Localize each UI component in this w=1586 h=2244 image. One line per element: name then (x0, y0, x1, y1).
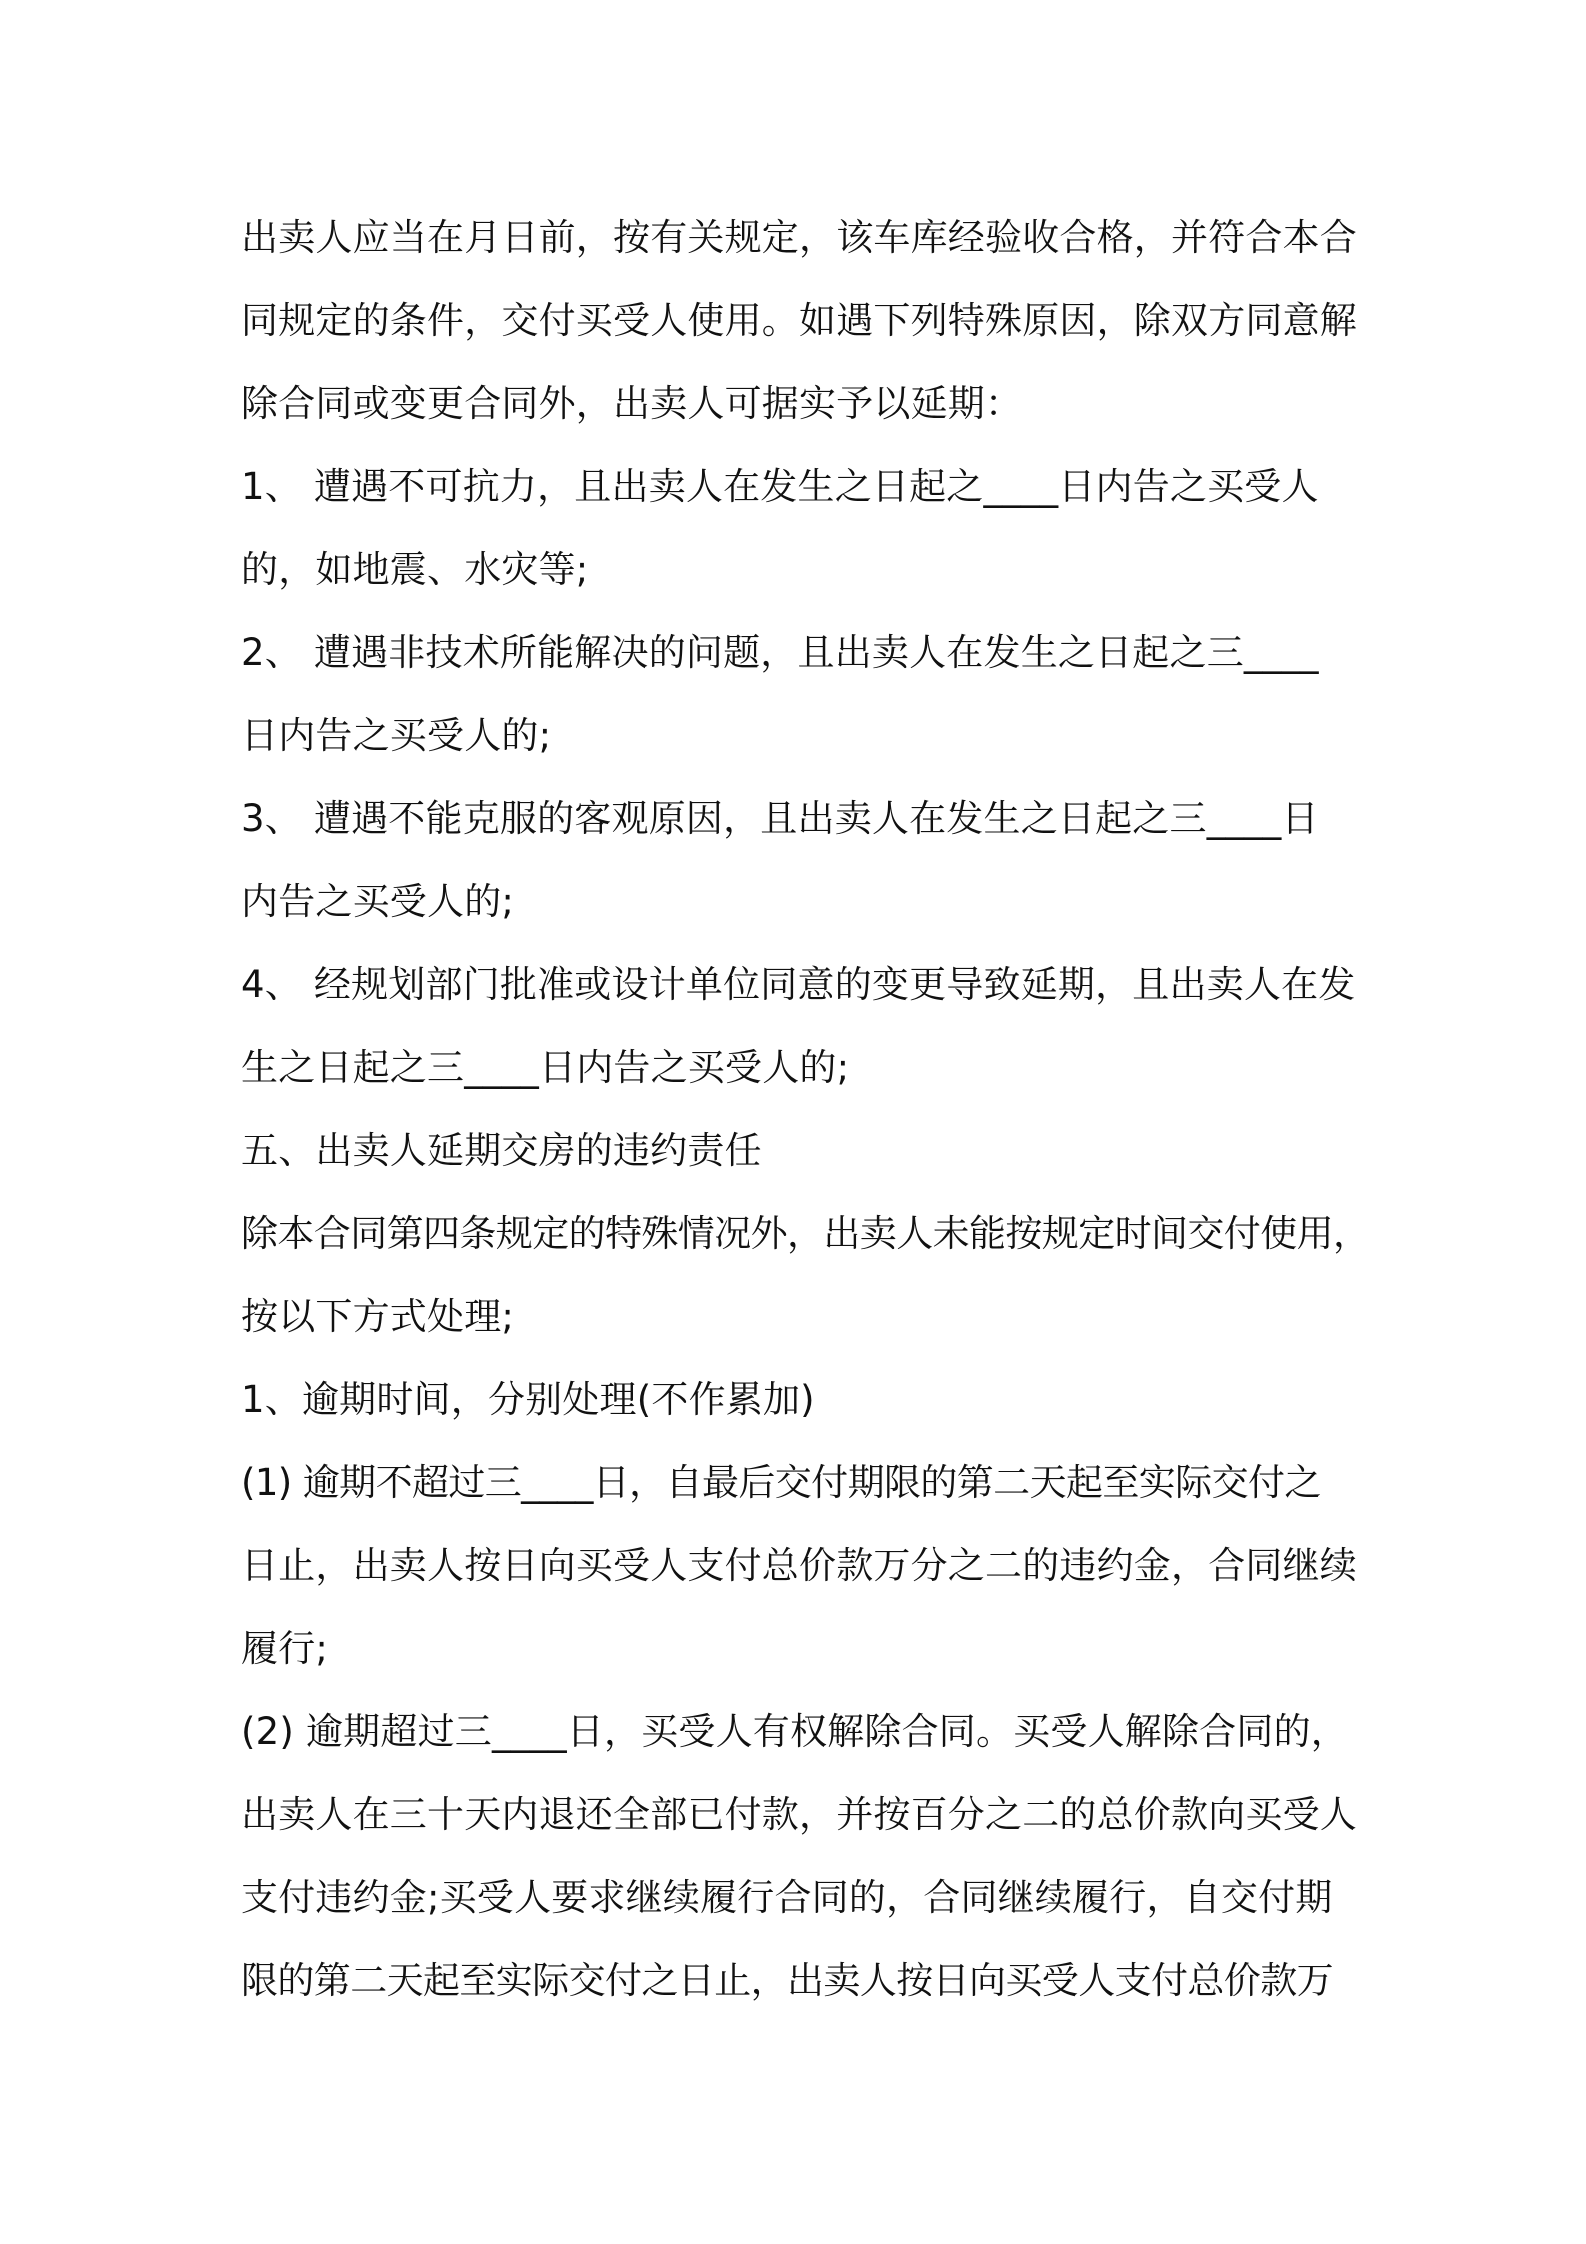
list-item-1: 1、 遭遇不可抗力，且出卖人在发生之日起之____日内告之买受人 (241, 465, 1319, 508)
text-line: 支付违约金;买受人要求继续履行合同的，合同继续履行，自交付期 (241, 1876, 1333, 1919)
sub-item-1: 1、逾期时间，分别处理(不作累加) (241, 1378, 815, 1421)
text-line: 内告之买受人的; (241, 880, 515, 923)
text-line: 的，如地震、水灾等; (241, 548, 589, 591)
text-line: 日止，出卖人按日向买受人支付总价款万分之二的违约金，合同继续 (241, 1544, 1357, 1587)
list-item-3: 3、 遭遇不能克服的客观原因，且出卖人在发生之日起之三____日 (241, 797, 1319, 840)
text-line: 限的第二天起至实际交付之日止，出卖人按日向买受人支付总价款万 (241, 1959, 1333, 2002)
text-line: 出卖人在三十天内退还全部已付款，并按百分之二的总价款向买受人 (241, 1793, 1357, 1836)
text-line: 日内告之买受人的; (241, 714, 552, 757)
section-heading: 五、出卖人延期交房的违约责任 (241, 1129, 762, 1172)
clause-2: (2) 逾期超过三____日，买受人有权解除合同。买受人解除合同的， (241, 1710, 1348, 1753)
text-line: 同规定的条件，交付买受人使用。如遇下列特殊原因，除双方同意解 (241, 299, 1357, 342)
list-item-4: 4、 经规划部门批准或设计单位同意的变更导致延期，且出卖人在发 (241, 963, 1356, 1006)
text-line: 出卖人应当在月日前，按有关规定，该车库经验收合格，并符合本合 (241, 216, 1357, 259)
text-line: 履行; (241, 1627, 329, 1670)
text-line: 生之日起之三____日内告之买受人的; (241, 1046, 850, 1089)
text-line: 除本合同第四条规定的特殊情况外，出卖人未能按规定时间交付使用， (241, 1212, 1370, 1255)
clause-1: (1) 逾期不超过三____日，自最后交付期限的第二天起至实际交付之 (241, 1461, 1321, 1504)
text-line: 除合同或变更合同外，出卖人可据实予以延期： (241, 382, 1023, 425)
contract-text (241, 196, 1381, 2022)
text-line: 按以下方式处理; (241, 1295, 515, 1338)
list-item-2: 2、 遭遇非技术所能解决的问题，且出卖人在发生之日起之三____ (241, 631, 1319, 674)
